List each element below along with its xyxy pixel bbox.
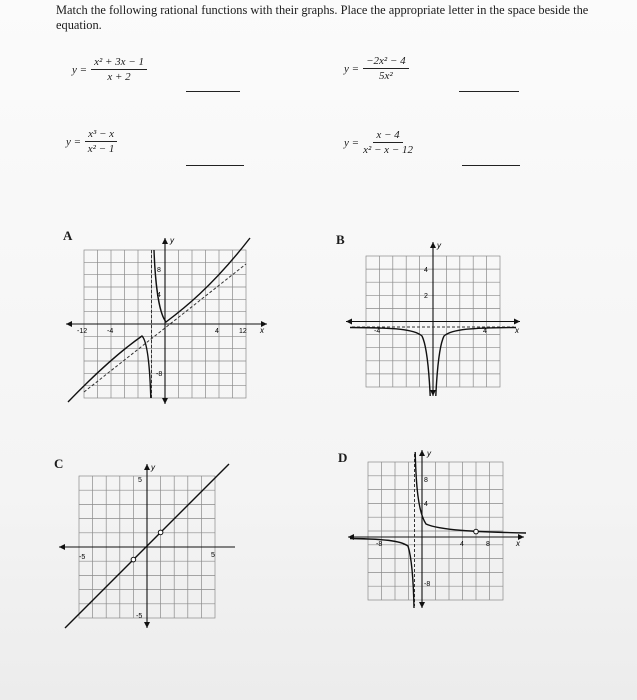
graph-a-xtick-neg12: -12 xyxy=(77,328,88,335)
graph-b-xtick-4: 4 xyxy=(483,328,487,335)
graph-b xyxy=(344,236,528,404)
graph-c-ytick-5: 5 xyxy=(138,477,142,484)
graph-a-ytick-8: 8 xyxy=(157,267,161,274)
graph-b-ytick-2: 2 xyxy=(424,293,428,300)
graph-a-curve-right xyxy=(154,238,250,322)
equation-4-numerator: x − 4 xyxy=(373,129,402,143)
graph-a-xtick-12: 12 xyxy=(239,328,247,335)
equation-3 xyxy=(66,128,117,155)
equation-2 xyxy=(344,55,409,82)
graph-d-label: D xyxy=(338,450,348,465)
graph-c-hole-left xyxy=(131,557,136,562)
graph-b-xtick-neg4: -4 xyxy=(374,328,381,335)
graph-c-label: C xyxy=(54,456,64,471)
graph-a-y-arrow-down xyxy=(162,398,168,404)
graph-c-ylabel: y xyxy=(151,463,155,472)
graph-c-y-arrow-up xyxy=(144,464,150,470)
graph-d-y-arrow-up xyxy=(419,450,425,456)
graph-c-hole-right xyxy=(158,530,163,535)
graph-d-ytick-4: 4 xyxy=(424,501,428,508)
equation-2-lhs: y = xyxy=(344,62,360,75)
graph-a-label: A xyxy=(63,228,73,243)
graph-d-xtick-4: 4 xyxy=(460,541,464,548)
graph-a-ytick-4: 4 xyxy=(157,292,161,299)
graph-a-xtick-4: 4 xyxy=(215,328,219,335)
equation-1-fraction xyxy=(91,56,147,83)
graph-d-xtick-neg8: -8 xyxy=(376,541,383,548)
graph-d-xtick-8: 8 xyxy=(486,541,490,548)
graph-a xyxy=(62,232,282,410)
equation-3-numerator: x³ − x xyxy=(85,128,117,142)
graph-a-xtick-neg4: -4 xyxy=(107,328,114,335)
equation-2-denominator: 5x² xyxy=(378,70,393,82)
equation-2-fraction xyxy=(363,55,409,82)
graph-c-xtick-5: 5 xyxy=(211,552,215,559)
graph-a-curve-left xyxy=(68,336,151,402)
graph-c-y-arrow-down xyxy=(144,622,150,628)
equation-3-lhs: y = xyxy=(66,135,82,148)
graph-a-x-arrow-left xyxy=(66,321,72,327)
equation-4-denominator: x² − x − 12 xyxy=(363,144,413,156)
graph-b-y-arrow-down xyxy=(430,390,436,396)
equation-4 xyxy=(344,129,413,156)
equation-2-numerator: −2x² − 4 xyxy=(363,55,409,69)
graph-a-ylabel: y xyxy=(170,236,174,245)
graph-c-ytick-neg5: -5 xyxy=(136,613,143,620)
graph-a-ytick-neg8: -8 xyxy=(156,371,163,378)
equation-1-answer-blank[interactable] xyxy=(186,91,240,92)
graph-d-curve-right xyxy=(415,452,526,533)
graph-d-y-arrow-down xyxy=(419,602,425,608)
equation-3-answer-blank[interactable] xyxy=(186,165,244,166)
graph-b-y-arrow-up xyxy=(430,242,436,248)
instructions-text: Match the following rational functions with their graphs. Place the appropriate letter in the space beside the equation. xyxy=(56,3,589,32)
graph-d-xlabel: x xyxy=(516,539,520,548)
equation-1 xyxy=(72,56,147,83)
graph-d xyxy=(344,444,540,614)
graph-c-x-arrow-left xyxy=(59,544,65,550)
graph-b-ytick-4: 4 xyxy=(424,267,428,274)
graph-a-y-arrow-up xyxy=(162,238,168,244)
graph-b-label: B xyxy=(336,232,345,247)
equation-4-lhs: y = xyxy=(344,136,360,149)
graph-b-x-arrow-right xyxy=(514,319,520,325)
graph-b-curve-right xyxy=(436,328,516,397)
graph-c xyxy=(55,458,245,634)
graph-a-xlabel: x xyxy=(260,326,264,335)
graph-b-xlabel: x xyxy=(515,326,519,335)
graph-c-xtick-neg5: -5 xyxy=(79,554,86,561)
graph-d-ytick-neg8: -8 xyxy=(424,581,431,588)
graph-d-ylabel: y xyxy=(427,449,431,458)
equation-2-answer-blank[interactable] xyxy=(459,91,519,92)
graph-b-x-arrow-left xyxy=(346,319,352,325)
graph-b-ylabel: y xyxy=(437,241,441,250)
equation-3-fraction xyxy=(85,128,117,155)
graph-d-ytick-8: 8 xyxy=(424,477,428,484)
equation-4-answer-blank[interactable] xyxy=(462,165,520,166)
graph-d-hole xyxy=(474,529,479,534)
equation-1-numerator: x² + 3x − 1 xyxy=(91,56,147,70)
graph-b-curve-left xyxy=(350,328,430,397)
equation-1-denominator: x + 2 xyxy=(107,71,131,83)
equation-4-fraction xyxy=(363,129,413,156)
equation-1-lhs: y = xyxy=(72,63,88,76)
equation-3-denominator: x² − 1 xyxy=(87,143,115,155)
graph-d-curve-left xyxy=(350,539,414,609)
